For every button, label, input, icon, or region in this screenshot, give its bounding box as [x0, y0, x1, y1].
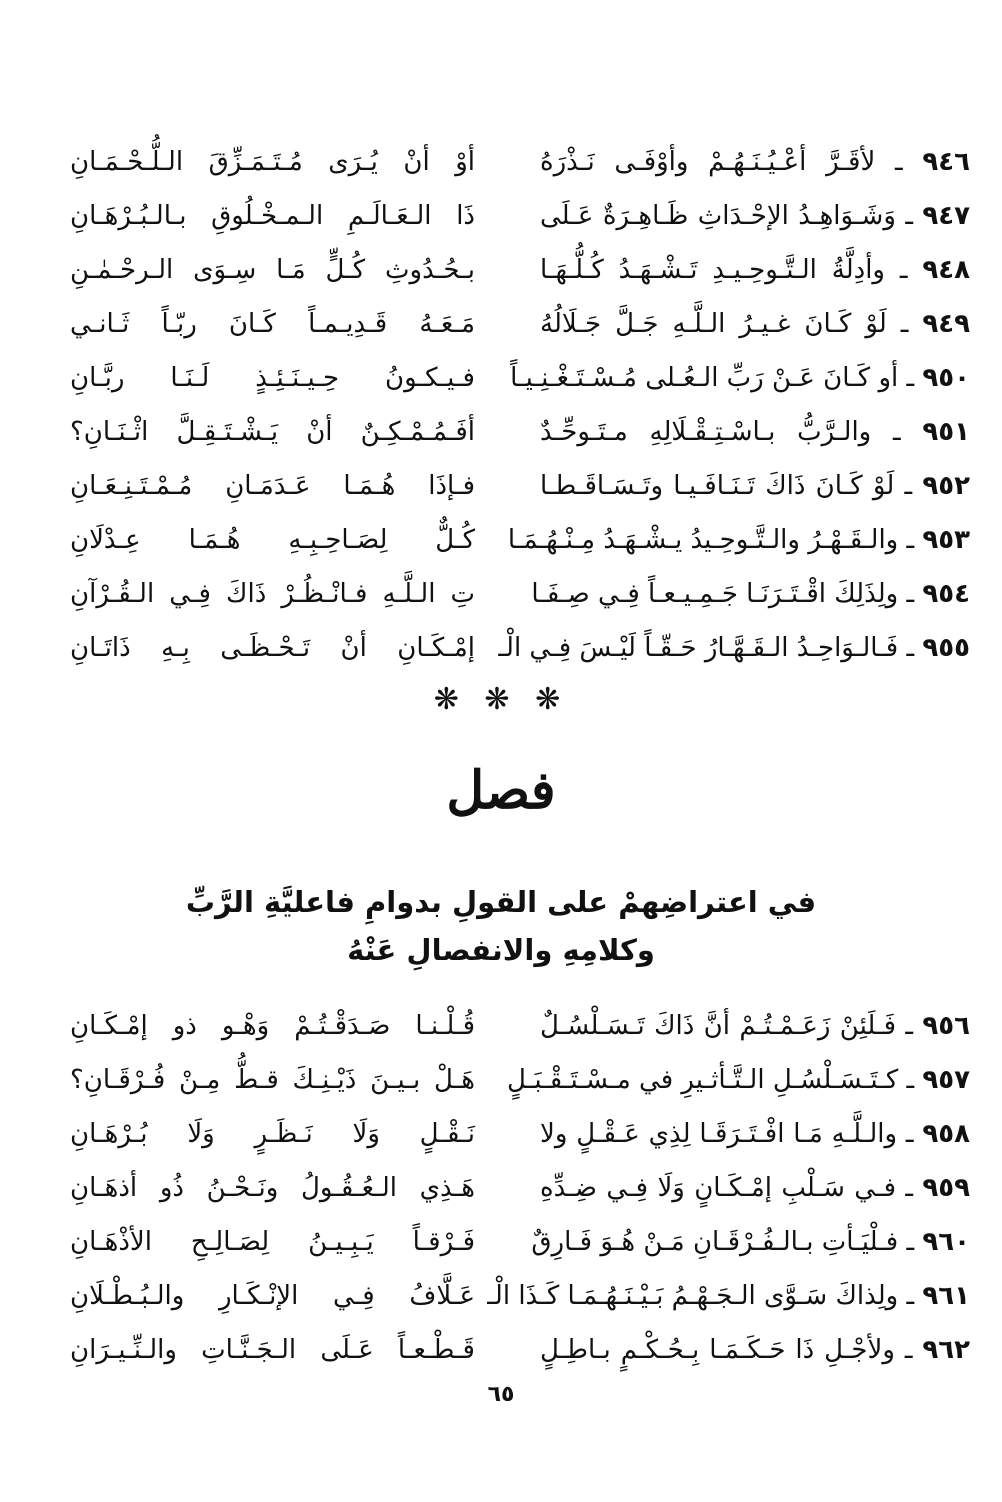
verse-second-hemistich: ذَا الـعَـالَـمِ الـمـخْـلُوقِ بـالـبُـرْهَـانِ — [70, 201, 475, 231]
page-number: ٦٥ — [487, 1382, 515, 1407]
verse-number: ٩٤٦ — [922, 147, 970, 177]
verse-second-hemistich: هَـذِي الـعُـقُـولُ ونَـحْـنُ ذُو أذهَـانِ — [70, 1173, 475, 1203]
verse-first-text: لَوْ كَـانَ ذَاكَ تَـنَـافَـيـا وتَـسَـاقَـطـا — [540, 471, 895, 501]
verse-first-hemistich: ٩٥٩ ـ فـي سَـلْبِ إمْـكَـانٍ وَلَا فِـي ضِـدِّهِ — [540, 1173, 970, 1203]
verse-first-text: ولِذاكَ سَـوَّى الـجَـهْـمُ بَـيْـنَـهُـمَـا كَـذَا الْـ — [487, 1281, 899, 1311]
verse-line — [70, 354, 970, 402]
verse-first-text: فـلْيَـأتِ بـالـفُـرْقَـانِ مَـنْ هُـوَ فَـارِقٌ — [531, 1227, 899, 1257]
verse-first-text: فَـلَئِنْ زَعَـمْـتُـمْ أنَّ ذَاكَ تَـسَـلْسُـلٌ — [540, 1011, 897, 1041]
verse-first-text: لَوْ كَـانَ غـيـرُ الـلَّـهِ جَـلَّ جَـلَالُهُ — [540, 309, 887, 339]
verse-line — [70, 570, 970, 618]
verse-line — [70, 516, 970, 564]
verse-first-hemistich: ٩٥٢ ـ لَوْ كَـانَ ذَاكَ تَـنَـافَـيـا وتَـسَـاقَـطـا — [540, 471, 970, 501]
verse-first-hemistich: ٩٤٩ ـ لَوْ كَـانَ غـيـرُ الـلَّـهِ جَـلَّ جَـلَالُهُ — [540, 309, 970, 339]
verse-number: ٩٥٠ — [922, 363, 970, 393]
verse-second-hemistich: نَـقْـلٍ وَلَا نَـظَـرٍ وَلَا بُـرْهَـانِ — [70, 1119, 475, 1149]
verse-second-hemistich: عَـلَّافُ فِـي الإنْـكَـارِ والـبُـطْـلَانِ — [70, 1281, 475, 1311]
verse-first-text: كـتَـسَـلْسُـلِ الـتَّـأثـيرِ في مـسْـتَـقْـبَـلٍ — [507, 1065, 899, 1095]
section-separator: ❋ ❋ ❋ — [433, 682, 569, 717]
verse-number: ٩٥٥ — [922, 633, 970, 663]
verse-second-hemistich: فَـرْقـاً يَـبِـيـنُ لِصَـالِـحِ الأذْهَـانِ — [70, 1227, 475, 1257]
verse-line — [70, 1056, 970, 1104]
verse-line — [70, 624, 970, 672]
verse-first-text: والـلَّـهِ مَـا افْـتَـرَقَـا لِذِي عَـقْـلٍ ولا — [540, 1119, 898, 1149]
verse-second-hemistich: فـإذَا هُـمَـا عَـدَمَـانِ مُـمْـتَـنِـعَـانِ — [70, 471, 475, 501]
chapter-heading: فصل — [446, 760, 556, 821]
verse-first-text: لأقَـرَّ أعْـيُـنَـهُـمْ وأوْفَـى نَـذْرَهُ — [540, 147, 876, 177]
verse-number: ٩٤٩ — [922, 309, 970, 339]
verse-number: ٩٤٧ — [922, 201, 970, 231]
verse-first-hemistich: ٩٤٧ ـ وَشَـوَاهِـدُ الإحْـدَاثِ ظَـاهِـرَةٌ عَـلَى — [540, 201, 970, 231]
verse-first-hemistich: ٩٥٦ ـ فَـلَئِنْ زَعَـمْـتُـمْ أنَّ ذَاكَ تَـسَـلْسُـلٌ — [540, 1011, 970, 1041]
verse-second-hemistich: أوْ أنْ يُـرَى مُـتَـمَـزِّقَ الـلُّـحْـمَـانِ — [70, 147, 475, 177]
verse-line — [70, 246, 970, 294]
verse-second-hemistich: هَـلْ بـيـنَ ذَيْـنِـكَ قـطُّ مِـنْ فُـرْقَـانِ؟ — [70, 1065, 475, 1095]
verse-line — [70, 462, 970, 510]
verse-first-text: وأدِلَّةُ الـتَّـوحِـيـدِ تَـشْـهَـدُ كُـلُّـهَـا — [540, 255, 885, 285]
verse-line — [70, 138, 970, 186]
verse-first-hemistich: ٩٥١ ـ والـرَّبُّ بـاسْـتِـقْـلَالِهِ مـتَـوحِّـدٌ — [540, 417, 970, 447]
chapter-subtitle-line-2: وكلامِهِ والانفصالِ عَنْهُ — [347, 933, 655, 967]
verse-number: ٩٥٩ — [922, 1173, 970, 1203]
verse-second-hemistich: قُـلْـنـا صَـدَقْـتُـمْ وَهْـو ذو إمْـكَـانِ — [70, 1011, 475, 1041]
verse-first-text: فـي سَـلْبِ إمْـكَـانٍ وَلَا فِـي ضِـدِّهِ — [540, 1173, 896, 1203]
verse-number: ٩٦٢ — [922, 1335, 971, 1365]
verse-second-hemistich: مَـعَـهُ قَـدِيـمـاً كَـانَ ربّـاً ثَـانـي — [70, 309, 475, 339]
verse-first-hemistich: ٩٤٨ ـ وأدِلَّةُ الـتَّـوحِـيـدِ تَـشْـهَـدُ كُـلُّـهَـا — [540, 255, 970, 285]
verse-line — [70, 1002, 970, 1050]
verse-line — [70, 1326, 970, 1374]
verse-second-hemistich: تِ الـلَّـهِ فـانْـظُـرْ ذَاكَ فِـي الـقُـرْآنِ — [70, 579, 475, 609]
verse-line — [70, 1218, 970, 1266]
verse-number: ٩٥٨ — [922, 1119, 970, 1149]
chapter-subtitle-line-1: في اعتراضِهمْ على القولِ بدوامِ فاعليَّةِ الرَّبِّ — [185, 885, 817, 919]
verse-line — [70, 1272, 970, 1320]
verse-number: ٩٥٢ — [922, 471, 970, 501]
verse-line — [70, 300, 970, 348]
verse-first-text: ولأجْـلِ ذَا حَـكَـمَـا بِـحُـكْـمٍ بـاطِـلٍ — [540, 1335, 895, 1365]
verse-second-hemistich: فـيـكـونُ حِـيـنَـئِـذٍ لَـنَـا ربَّـانِ — [70, 363, 475, 393]
verse-first-text: ولِذَلِكَ اقْـتَـرَنَـا جَـمِـيـعـاً فِـي صِـفَـا — [531, 579, 899, 609]
verse-first-hemistich: ٩٥٥ ـ فَـالـوَاحِـدُ الـقَـهَّـارُ حَـقّـاً لَيْـسَ فِـي الْـ — [498, 633, 970, 663]
verse-number: ٩٥٤ — [922, 579, 970, 609]
verse-line — [70, 1164, 970, 1212]
verse-number: ٩٥٦ — [922, 1011, 970, 1041]
verse-first-text: والـقَـهْـرُ والـتَّـوحِـيدُ يـشْـهَـدُ مِـنْـهُـمَـا — [507, 525, 899, 555]
verse-first-hemistich: ٩٤٦ ـ لأقَـرَّ أعْـيُـنَـهُـمْ وأوْفَـى نَـذْرَهُ — [540, 147, 970, 177]
verse-first-hemistich: ٩٥٨ ـ والـلَّـهِ مَـا افْـتَـرَقَـا لِذِي عَـقْـلٍ ولا — [540, 1119, 970, 1149]
verse-first-text: فَـالـوَاحِـدُ الـقَـهَّـارُ حَـقّـاً لَيْـسَ فِـي الْـ — [498, 633, 899, 663]
verse-line — [70, 192, 970, 240]
verse-second-hemistich: قَـطْـعـاً عَـلَى الـجَـنَّـاتِ والـنِّـيـرَانِ — [70, 1335, 475, 1365]
verse-first-text: أو كَـانَ عَـنْ رَبِّ الـعُـلى مُـسْـتَـغْـنِـيـاً — [510, 363, 899, 393]
verse-number: ٩٥٣ — [922, 525, 970, 555]
verse-first-hemistich: ٩٥٣ ـ والـقَـهْـرُ والـتَّـوحِـيدُ يـشْـهَـدُ مِـنْـهُـمَـا — [507, 525, 970, 555]
verse-number: ٩٥٧ — [922, 1065, 970, 1095]
verse-second-hemistich: بـحُـدُوثِ كُـلٍّ مَـا سِـوَى الـرحْـمٰـنِ — [70, 255, 475, 285]
verse-second-hemistich: إمْـكَـانِ أنْ تَـحْـظَـى بِـهِ ذَاتَـانِ — [70, 633, 475, 663]
verse-first-hemistich: ٩٥٠ ـ أو كَـانَ عَـنْ رَبِّ الـعُـلى مُـسْـتَـغْـنِـيـاً — [510, 363, 970, 393]
verse-number: ٩٤٨ — [922, 255, 970, 285]
verse-line — [70, 1110, 970, 1158]
verse-number: ٩٦١ — [922, 1281, 970, 1311]
verse-first-text: وَشَـوَاهِـدُ الإحْـدَاثِ ظَـاهِـرَةٌ عَـلَى — [540, 201, 896, 231]
verse-second-hemistich: كُـلٌّ لِصَـاحِـبِـهِ هُـمَـا عِـدْلَانِ — [70, 525, 475, 555]
verse-second-hemistich: أفَـمُـمْـكِـنٌ أنْ يَـشْـتَـقِـلَّ اثْـنَـانِ؟ — [70, 417, 475, 447]
verse-first-hemistich: ٩٦١ ـ ولِذاكَ سَـوَّى الـجَـهْـمُ بَـيْـنَـهُـمَـا كَـذَا الْـ — [487, 1281, 970, 1311]
verse-first-hemistich: ٩٦٠ ـ فـلْيَـأتِ بـالـفُـرْقَـانِ مَـنْ هُـوَ فَـارِقٌ — [531, 1227, 970, 1257]
verse-first-hemistich: ٩٥٧ ـ كـتَـسَـلْسُـلِ الـتَّـأثـيرِ في مـسْـتَـقْـبَـلٍ — [507, 1065, 970, 1095]
verse-number: ٩٦٠ — [922, 1227, 970, 1257]
verse-line — [70, 408, 970, 456]
verse-first-text: والـرَّبُّ بـاسْـتِـقْـلَالِهِ مـتَـوحِّـدٌ — [540, 417, 872, 447]
verse-first-hemistich: ٩٥٤ ـ ولِذَلِكَ اقْـتَـرَنَـا جَـمِـيـعـاً فِـي صِـفَـا — [531, 579, 970, 609]
verse-first-hemistich: ٩٦٢ ـ ولأجْـلِ ذَا حَـكَـمَـا بِـحُـكْـمٍ بـاطِـلٍ — [540, 1335, 971, 1365]
verse-number: ٩٥١ — [922, 417, 970, 447]
